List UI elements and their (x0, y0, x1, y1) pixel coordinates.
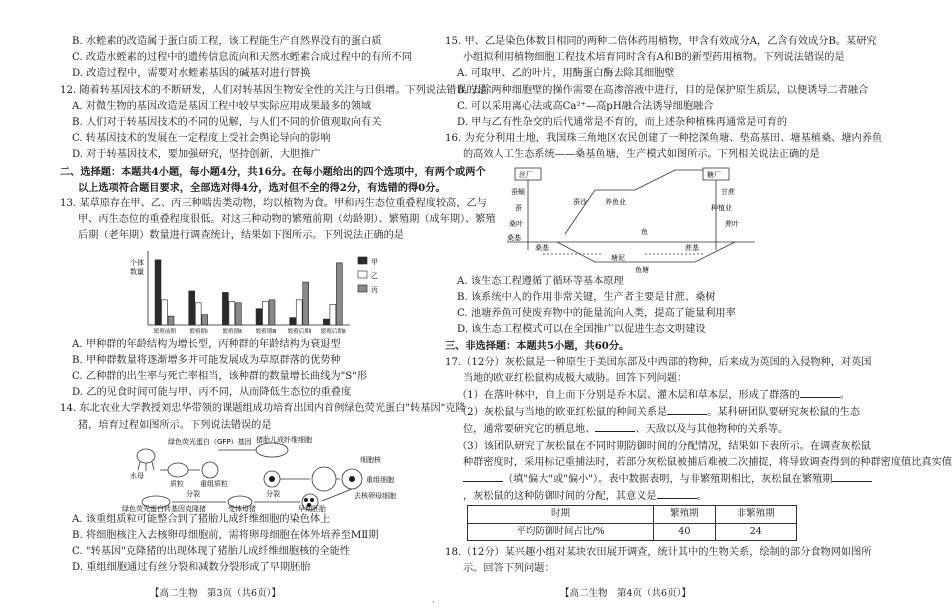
plasmid-icon (168, 463, 188, 477)
q15-option-a: A. 可取甲、乙的叶片，用酶蛋白酶去除其细胞壁 (457, 68, 675, 80)
x-tick-label: 繁殖后期Ⅰ (287, 328, 312, 335)
label-mulberry-dike: 桑基 (535, 243, 549, 252)
fibroblast-cell-icon (256, 443, 288, 457)
bar-甲 (222, 292, 228, 325)
answer-blank[interactable] (667, 404, 707, 415)
q16-option-b: B. 该系统中人的作用非常关键，生产者主要是甘蔗、桑树 (457, 291, 716, 303)
q16-option-d: D. 该生态工程模式可以在全国推广以促进生态文明建设 (457, 324, 706, 336)
table-cell-breeding: 40 (654, 523, 716, 540)
label-fishpond: 鱼塘 (635, 265, 649, 274)
x-tick-label: 繁殖前期 (153, 328, 177, 335)
q18-stem-2: 示。回答下列问题： (463, 563, 555, 575)
answer-blank[interactable] (800, 387, 840, 398)
label-silk-mill: 丝厂 (519, 170, 533, 179)
label-silkworm-pupa: 蚕蛹 (511, 187, 525, 196)
q17-part-3: （3）该团队研究了灰松鼠在不同时期防御时间的分配情况，结果如下表所示。在调查灰松鼠 (457, 440, 871, 452)
q16-option-a: A. 该生态工程遵循了循环等基本原理 (457, 275, 624, 287)
q14-stem-1: 14. 东北农业大学教授刘忠华带领的课题组成功培育出国内首例绿色荧光蛋白"转基因"克隆 (60, 403, 466, 415)
bar-甲 (189, 291, 195, 325)
legend-label: 甲 (371, 257, 378, 266)
label-early-embryo: 早期胚胎 (298, 504, 326, 513)
footer-page-4: 【高二生物 第4页（共6页）】 (560, 588, 691, 599)
table-row (468, 523, 797, 540)
label-gfp-gene: 绿色荧光蛋白（GFP）基因 (168, 437, 252, 446)
label-fish-farming: 养鱼业 (605, 197, 626, 206)
q15-stem-1: 15. 甲、乙是染色体数目相同的两种二倍体药用植物，甲含有效成分A，乙含有效成分B。某研究 (445, 36, 877, 47)
q12-stem: 12. 随着转基因技术的不断研发，人们对转基因生物安全性的关注与日俱增。下列说法错误的是 (60, 84, 487, 96)
q11-option-d: D. 改造过程中，需要对水蛭素基因的碱基对进行替换 (72, 68, 311, 80)
q17-part-1: （1）在落叶林中，自上而下分别是乔木层、灌木层和草本层，形成了群落的 。 (445, 387, 817, 404)
q16-stem-1: 16. 为充分利用土地，我国珠三角地区农民创建了一种挖深鱼塘、垫高基田、塘基植桑、塘内养鱼 (445, 133, 883, 145)
bar-丙 (202, 314, 208, 324)
footer-page-3: 【高二生物 第3页（共6页）】 (150, 588, 281, 599)
bar-乙 (296, 299, 302, 324)
q15-option-c: C. 可以采用离心法或高Ca²⁺—高pH融合法诱导细胞融合 (457, 100, 714, 112)
bar-甲 (323, 319, 329, 325)
label-mulberry-dike-2: 桑基 (507, 233, 521, 242)
legend-swatch (358, 257, 367, 264)
label-nucleus: 细胞核 (360, 455, 381, 464)
table-header-row (468, 506, 797, 523)
q12-option-a: A. 对微生物的基因改造是基因工程中较早实际应用成果最多的领域 (72, 100, 372, 112)
legend-swatch (358, 271, 367, 278)
label-enucleated-oocyte: 去核卵母细胞 (354, 491, 396, 500)
label-transgenic-pig: 绿色荧光蛋白转基因克隆猪 (122, 504, 206, 513)
q15-stem-2: 小组拟利用植物细胞工程技术培育同时含有A和B的新型药用植物。下列说法错误的是 (463, 52, 845, 64)
label-recombined-cell: 重组细胞 (366, 475, 394, 484)
legend-swatch (358, 285, 367, 292)
q17-part-3-cont-2: （填"偏大"或"偏小"）。表中数据表明，与非繁殖期相比，灰松鼠在繁殖期 (445, 471, 817, 488)
bar-丙 (336, 262, 342, 324)
bar-chart-svg (60, 245, 428, 337)
label-sugarcane-leaf: 蔗叶 (725, 219, 739, 228)
answer-blank[interactable] (832, 471, 872, 482)
q13-stem-3: 后期（老年期）数量进行调查统计，结果如下图所示。下列说法正确的是 (78, 230, 404, 242)
jellyfish-icon (137, 449, 155, 463)
table-header-period: 时期 (468, 506, 654, 523)
q13-option-d: D. 乙的见食时间可能与甲、丙不同，从而降低生态位的重叠度 (72, 387, 352, 399)
table-cell-nonbreeding: 24 (715, 523, 796, 540)
q13-bar-chart (60, 245, 428, 337)
x-tick-label: 繁殖期Ⅰ (189, 328, 208, 335)
ecosystem-diagram-svg (445, 164, 817, 274)
bar-甲 (290, 317, 296, 324)
x-tick-label: 繁殖期Ⅱ (222, 328, 242, 335)
bar-甲 (256, 308, 262, 324)
table-header-breeding: 繁殖期 (654, 506, 716, 523)
answer-blank[interactable] (657, 488, 697, 499)
left-column (60, 34, 496, 577)
bar-乙 (162, 299, 168, 324)
q12-option-c: C. 转基因技术的发展在一定程度上受社会舆论导向的影响 (72, 133, 331, 145)
q14-process-diagram (60, 434, 428, 512)
section-3-heading: 三、非选择题：本题共5小题，共60分。 (445, 340, 630, 353)
label-recombinant-plasmid: 重组质粒 (200, 479, 228, 488)
label-sugarcane: 甘蔗 (721, 187, 735, 196)
q14-stem-2: 猪，培育过程如图所示。下列说法错误的是 (78, 419, 272, 431)
label-mulberry-leaf: 桑叶 (509, 219, 523, 228)
bar-乙 (330, 304, 336, 325)
q13-option-c: C. 乙种群的出生率与死亡率相当，该种群的数量增长曲线为"S"形 (72, 371, 368, 383)
q14-option-d: D. 重组细胞通过有丝分裂和减数分裂形成了早期胚胎 (72, 562, 311, 574)
q11-option-b: B. 水蛭素的改造属于蛋白质工程，该工程能生产自然界没有的蛋白质 (72, 36, 382, 47)
label-silkworm-feces: 蚕沙 (573, 197, 587, 206)
q17-part-3-cont: 种群密度时，采用标记重捕法时，若部分灰松鼠被捕后难被二次捕捉，将导致调查得到的种群密度值比真实值 (463, 456, 952, 468)
q15-option-d: D. 甲与乙有性杂交的后代通常是不育的，而上述杂种植株再通常是可育的 (457, 117, 788, 129)
bar-乙 (229, 301, 235, 325)
fishpond-outline (557, 242, 735, 262)
legend-label: 丙 (371, 285, 378, 294)
q16-stem-2: 的高效人工生态系统——桑基鱼塘，生产模式如图所示。下列相关说法正确的是 (463, 149, 820, 161)
q17-stem-1: 17.（12分）灰松鼠是一种原生于美国东部及中西部的物种，后来成为英国的入侵物种，对英国 (445, 356, 872, 368)
q17-part-3-cont-3: ，灰松鼠的这种防御时间的分配，其意义是 。 (445, 488, 817, 505)
q11-option-c: C. 改造水蛭素的过程中的遗传信息流向和天然水蛭素合成过程中的有所不同 (72, 52, 412, 64)
table-header-nonbreeding: 非繁殖期 (715, 506, 796, 523)
q13-option-b: B. 甲种群数量将逐渐增多并可能发展成为草原群落的优势种 (72, 354, 341, 366)
bar-丙 (303, 282, 309, 325)
bar-甲 (155, 260, 161, 325)
q14-option-a: A. 该重组质粒可能整合到了猪胎儿成纤维细胞的染色体上 (72, 513, 331, 525)
q17-part-2-cont: 位，通常要研究它的栖息地、 、天敌以及与其他物种的关系等。 (445, 421, 817, 438)
label-planting: 种植业 (711, 203, 732, 212)
q15-option-b: B. 去除两种细胞壁的操作需要在高渗溶液中进行，目的是保护原生质层，以便诱导二者融合 (457, 84, 869, 96)
cloning-diagram-svg (60, 434, 428, 512)
label-fibroblast: 猪胎儿成纤维细胞 (256, 435, 312, 444)
q13-option-a: A. 甲种群的年龄结构为增长型，丙种群的年龄结构为衰退型 (72, 338, 341, 350)
q17-part-2: （2）灰松鼠与当地的欧亚红松鼠的种间关系是 。某科研团队要研究灰松鼠的生态 (445, 404, 817, 421)
label-pond-mud: 塘泥 (611, 253, 625, 262)
label-division-1: 分裂 (186, 489, 200, 498)
bar-丙 (269, 299, 275, 324)
bar-乙 (263, 301, 269, 325)
answer-blank[interactable] (463, 471, 503, 482)
defense-time-table (467, 505, 797, 540)
table-row-label: 平均防御时间占比/% (468, 523, 654, 540)
x-tick-label: 繁殖后期Ⅱ (320, 328, 346, 335)
q12-option-d: D. 对于转基因技术，要加强研究，坚持创新，大胆推广 (72, 149, 321, 161)
center-mark: · (432, 598, 435, 607)
q18-stem-1: 18.（12分）某兴趣小组对某块农田展开调查，统计其中的生物关系，绘制的部分食物网如图所 (445, 546, 872, 558)
label-plasmid: 质粒 (170, 479, 184, 488)
q12-option-b: B. 人们对于转基因技术的不同的见解，与人们不同的价值观取向有关 (72, 117, 382, 129)
answer-blank[interactable] (595, 421, 635, 432)
q14-option-b: B. 将细胞核注入去核卵母细胞前，需将卵母细胞在体外培养至MⅡ期 (72, 530, 379, 542)
section-2-heading: 二、选择题：本题共4小题，每小题4分，共16分。在每小题给出的四个选项中，有两个或两个 (60, 165, 486, 178)
q16-mulberry-dike-fishpond-diagram (445, 164, 817, 274)
right-column (445, 34, 952, 577)
bar-乙 (195, 302, 201, 324)
legend-label: 乙 (371, 271, 378, 280)
label-silkworm: 蚕 (515, 203, 522, 212)
label-division-2: 分裂 (266, 489, 280, 498)
label-fish: 鱼 (641, 227, 648, 236)
q16-option-c: C. 池塘养鱼可使废弃物中的能量流向人类，提高了能量利用率 (457, 308, 736, 320)
label-jellyfish: 水母 (130, 471, 144, 480)
y-axis-label: 个体 (130, 258, 144, 267)
section-2-heading-cont: 以上选项符合题目要求，全部选对得4分，选对但不全的得2分，有选错的得0分。 (78, 181, 446, 194)
label-sugar-mill: 糖厂 (707, 170, 721, 179)
q14-option-c: C. "转基因"克隆猪的出现体现了猪胎儿成纤维细胞核的全能性 (72, 546, 350, 558)
x-tick-label: 繁殖期Ⅲ (255, 328, 277, 335)
bar-丙 (235, 302, 241, 324)
recombinant-plasmid-icon (202, 462, 218, 478)
q13-stem-2: 甲、丙生态位的重叠程度很低。对这三种动物的繁殖前期（幼龄期）、繁殖期（成年期）、繁殖 (78, 214, 496, 226)
label-cane-dike: 蔗基 (685, 243, 699, 252)
enucleated-oocyte-icon (312, 467, 336, 491)
q17-stem-2: 当地的欧亚红松鼠构成极大威胁。回答下列问题： (463, 372, 688, 384)
bar-丙 (168, 316, 174, 325)
label-recipient-sow: 受体母猪 (228, 504, 256, 513)
q13-stem-1: 13. 某草原存在甲、乙、丙三种啮齿类动物，均以植物为食。甲和丙生态位重叠程度较高，乙与 (60, 198, 487, 210)
y-axis-label: 数量 (130, 267, 144, 276)
